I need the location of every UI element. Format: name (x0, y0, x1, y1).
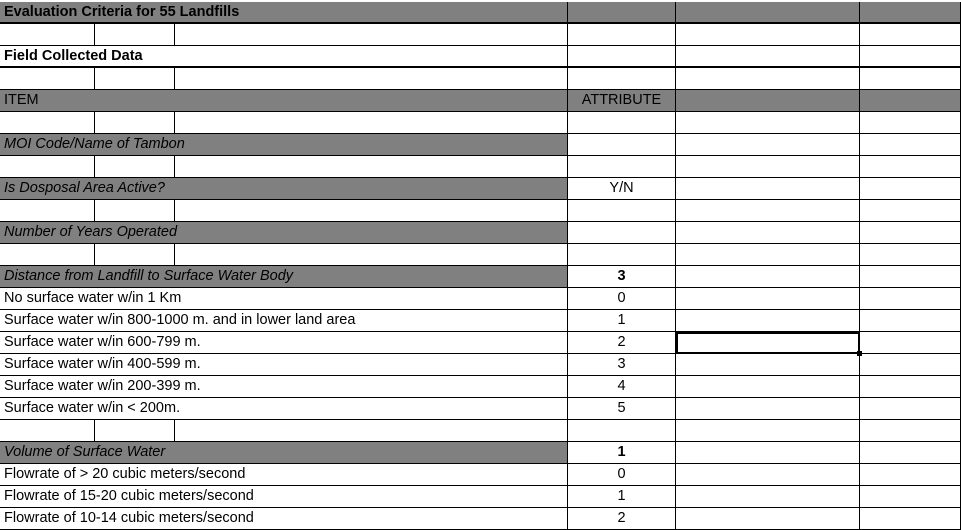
sheet-cell[interactable] (676, 156, 860, 178)
sheet-cell[interactable] (676, 178, 860, 200)
sheet-cell[interactable] (860, 464, 961, 486)
item-label-cell[interactable]: Flowrate of 15-20 cubic meters/second (0, 486, 568, 508)
sheet-cell[interactable] (676, 376, 860, 398)
sheet-row (0, 24, 961, 46)
attribute-cell[interactable] (568, 420, 676, 442)
sheet-row (0, 46, 961, 68)
sheet-cell[interactable] (676, 200, 860, 222)
sheet-cell[interactable] (676, 68, 860, 90)
sheet-cell[interactable] (676, 134, 860, 156)
sheet-cell[interactable] (860, 200, 961, 222)
attribute-cell[interactable] (568, 244, 676, 266)
sheet-row (0, 442, 961, 464)
sheet-row (0, 266, 961, 288)
sheet-cell[interactable] (860, 244, 961, 266)
attribute-cell[interactable] (568, 24, 676, 46)
sheet-cell[interactable] (0, 420, 95, 442)
sheet-cell[interactable] (0, 244, 95, 266)
sheet-cell[interactable] (860, 486, 961, 508)
sheet-cell[interactable] (175, 420, 568, 442)
item-label-cell[interactable]: Surface water w/in 400-599 m. (0, 354, 568, 376)
sheet-cell[interactable] (860, 354, 961, 376)
sheet-cell[interactable] (95, 420, 175, 442)
sheet-cell[interactable] (0, 156, 95, 178)
sheet-cell[interactable] (95, 200, 175, 222)
sheet-cell[interactable] (95, 112, 175, 134)
sheet-cell[interactable] (676, 2, 860, 24)
attribute-cell[interactable]: 1 (568, 486, 676, 508)
attribute-cell[interactable] (568, 222, 676, 244)
sheet-cell[interactable] (860, 508, 961, 530)
sheet-cell[interactable] (860, 46, 961, 68)
sheet-cell[interactable] (676, 90, 860, 112)
sheet-row (0, 222, 961, 244)
sheet-row (0, 464, 961, 486)
sheet-cell[interactable] (860, 90, 961, 112)
attribute-cell[interactable]: 0 (568, 464, 676, 486)
attribute-cell[interactable]: 2 (568, 332, 676, 354)
sheet-cell[interactable] (95, 156, 175, 178)
sheet-cell[interactable] (860, 376, 961, 398)
sheet-cell[interactable] (860, 288, 961, 310)
sheet-cell[interactable] (0, 68, 95, 90)
sheet-row (0, 508, 961, 530)
item-label-cell[interactable]: Flowrate of > 20 cubic meters/second (0, 464, 568, 486)
sheet-cell[interactable] (676, 244, 860, 266)
sheet-cell[interactable] (175, 112, 568, 134)
attribute-cell[interactable]: 2 (568, 508, 676, 530)
sheet-cell[interactable] (860, 266, 961, 288)
attribute-cell[interactable]: 3 (568, 266, 676, 288)
sheet-cell[interactable] (676, 112, 860, 134)
sheet-row (0, 134, 961, 156)
attribute-cell[interactable] (568, 200, 676, 222)
heavy-divider (0, 22, 961, 24)
sheet-cell[interactable] (676, 508, 860, 530)
sheet-cell[interactable] (860, 332, 961, 354)
attribute-cell[interactable]: 5 (568, 398, 676, 420)
sheet-cell[interactable] (676, 222, 860, 244)
attribute-cell[interactable]: 1 (568, 310, 676, 332)
sheet-cell[interactable] (95, 68, 175, 90)
item-label-cell[interactable]: ITEM (0, 90, 568, 112)
sheet-cell[interactable] (175, 156, 568, 178)
sheet-row (0, 332, 961, 354)
attribute-cell[interactable]: 1 (568, 442, 676, 464)
sheet-cell[interactable] (676, 266, 860, 288)
attribute-cell[interactable]: 3 (568, 354, 676, 376)
attribute-cell[interactable] (568, 2, 676, 24)
sheet-cell[interactable] (676, 288, 860, 310)
attribute-cell[interactable] (568, 68, 676, 90)
sheet-row (0, 90, 961, 112)
sheet-row (0, 398, 961, 420)
item-label-cell[interactable]: Distance from Landfill to Surface Water Body (0, 266, 568, 288)
sheet-cell[interactable] (0, 24, 95, 46)
item-label-cell[interactable]: Surface water w/in 800-1000 m. and in lower land area (0, 310, 568, 332)
sheet-cell[interactable] (676, 354, 860, 376)
heavy-divider (0, 66, 961, 68)
attribute-cell[interactable] (568, 134, 676, 156)
sheet-cell[interactable] (860, 134, 961, 156)
sheet-cell[interactable] (175, 244, 568, 266)
sheet-row (0, 354, 961, 376)
sheet-row (0, 376, 961, 398)
item-label-cell[interactable]: Number of Years Operated (0, 222, 568, 244)
attribute-cell[interactable] (568, 46, 676, 68)
sheet-cell[interactable] (676, 332, 860, 354)
item-label-cell[interactable]: Field Collected Data (0, 46, 568, 68)
sheet-cell[interactable] (860, 442, 961, 464)
sheet-cell[interactable] (860, 398, 961, 420)
sheet-cell[interactable] (676, 464, 860, 486)
attribute-cell[interactable]: Y/N (568, 178, 676, 200)
item-label-cell[interactable]: MOI Code/Name of Tambon (0, 134, 568, 156)
sheet-cell[interactable] (0, 200, 95, 222)
sheet-row (0, 68, 961, 90)
sheet-row (0, 310, 961, 332)
sheet-row (0, 112, 961, 134)
item-label-cell[interactable]: Surface water w/in < 200m. (0, 398, 568, 420)
item-label-cell[interactable]: Surface water w/in 600-799 m. (0, 332, 568, 354)
item-label-cell[interactable]: Volume of Surface Water (0, 442, 568, 464)
item-label-cell[interactable]: Evaluation Criteria for 55 Landfills (0, 2, 568, 24)
sheet-cell[interactable] (860, 156, 961, 178)
sheet-cell[interactable] (0, 112, 95, 134)
sheet-cell[interactable] (676, 442, 860, 464)
sheet-cell[interactable] (860, 310, 961, 332)
sheet-cell[interactable] (860, 24, 961, 46)
sheet-cell[interactable] (676, 398, 860, 420)
attribute-cell[interactable]: ATTRIBUTE (568, 90, 676, 112)
sheet-cell[interactable] (676, 310, 860, 332)
sheet-cell[interactable] (95, 24, 175, 46)
sheet-row (0, 178, 961, 200)
sheet-cell[interactable] (95, 244, 175, 266)
sheet-row (0, 2, 961, 24)
attribute-cell[interactable] (568, 112, 676, 134)
sheet-cell[interactable] (175, 68, 568, 90)
sheet-cell[interactable] (860, 420, 961, 442)
sheet-row (0, 244, 961, 266)
sheet-cell[interactable] (860, 222, 961, 244)
sheet-row (0, 156, 961, 178)
item-label-cell[interactable]: Flowrate of 10-14 cubic meters/second (0, 508, 568, 530)
item-label-cell[interactable]: Is Dosposal Area Active? (0, 178, 568, 200)
fill-handle[interactable] (857, 351, 862, 356)
sheet-cell[interactable] (175, 24, 568, 46)
attribute-cell[interactable]: 4 (568, 376, 676, 398)
sheet-row (0, 200, 961, 222)
sheet-cell[interactable] (860, 68, 961, 90)
sheet-row (0, 420, 961, 442)
attribute-cell[interactable]: 0 (568, 288, 676, 310)
item-label-cell[interactable]: Surface water w/in 200-399 m. (0, 376, 568, 398)
sheet-row (0, 486, 961, 508)
sheet-cell[interactable] (175, 200, 568, 222)
attribute-cell[interactable] (568, 156, 676, 178)
sheet-cell[interactable] (860, 112, 961, 134)
sheet-row (0, 288, 961, 310)
sheet-cell[interactable] (676, 24, 860, 46)
sheet-cell[interactable] (860, 2, 961, 24)
item-label-cell[interactable]: No surface water w/in 1 Km (0, 288, 568, 310)
sheet-cell[interactable] (676, 46, 860, 68)
sheet-cell[interactable] (676, 486, 860, 508)
sheet-cell[interactable] (860, 178, 961, 200)
sheet-cell[interactable] (676, 420, 860, 442)
